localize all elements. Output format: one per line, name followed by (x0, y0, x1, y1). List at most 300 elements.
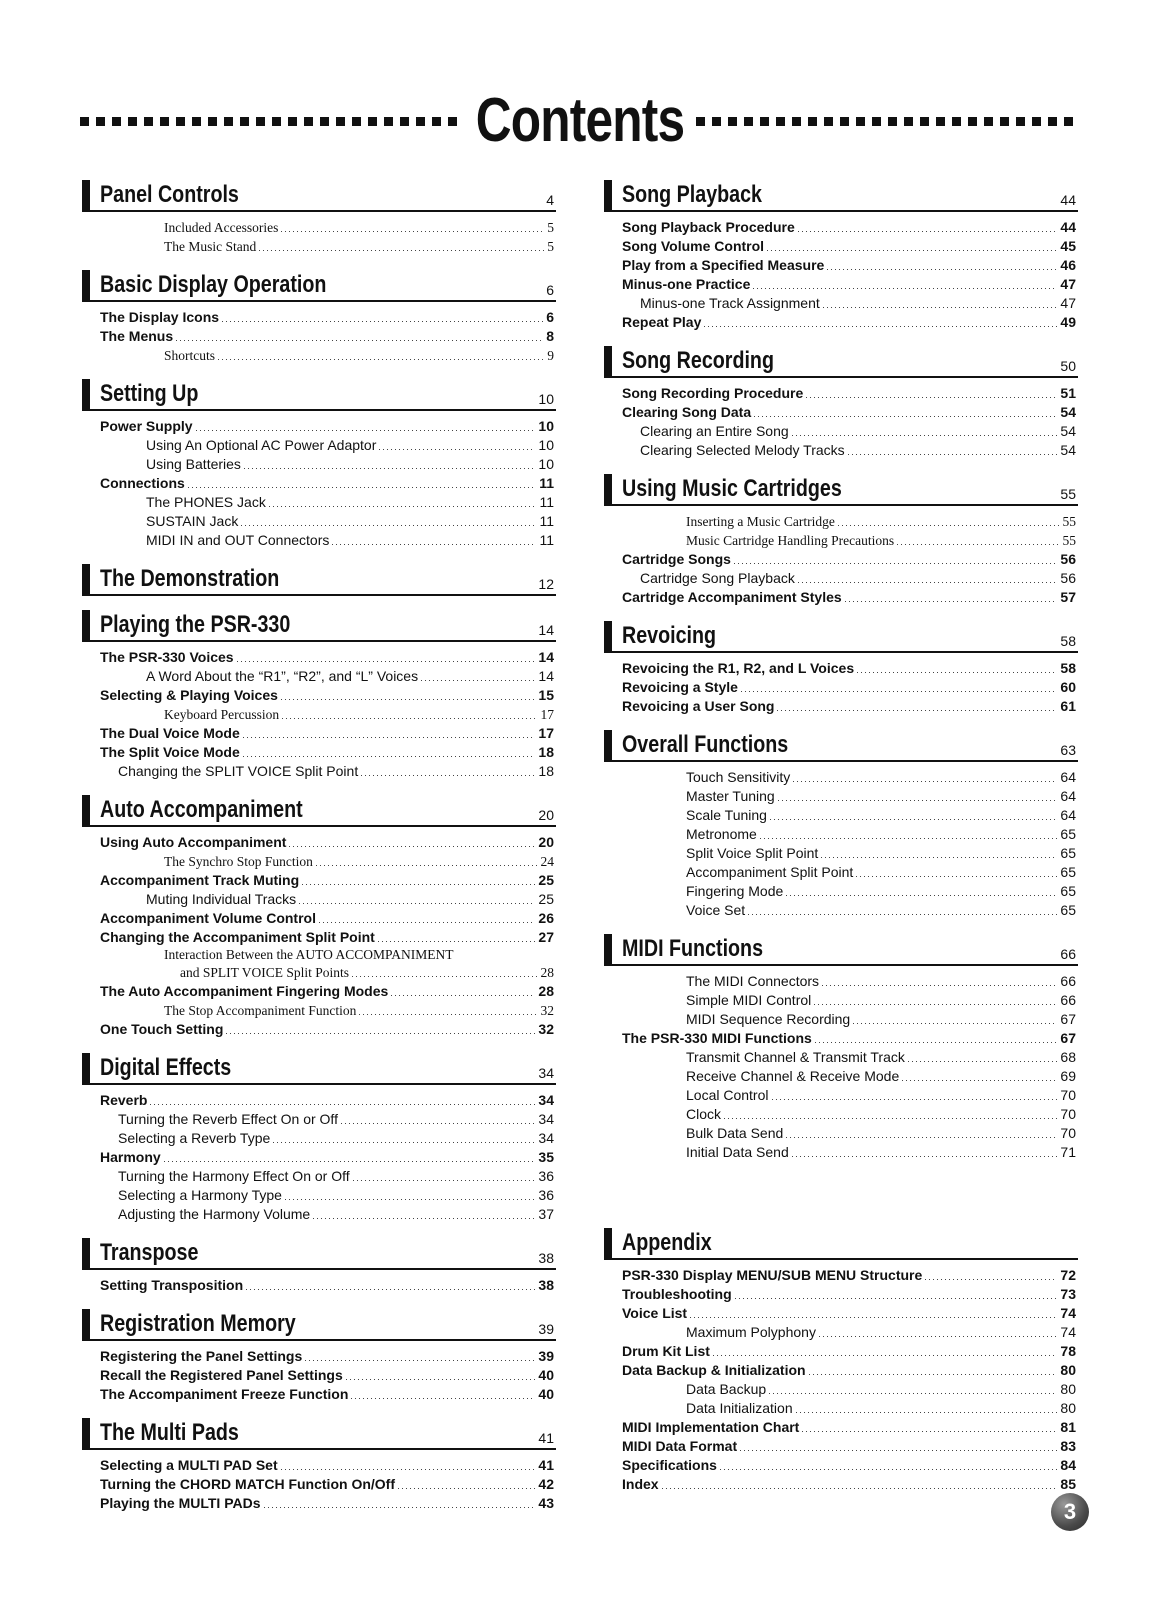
dot-leader (802, 1420, 1057, 1432)
toc-entry[interactable] (604, 550, 1078, 569)
dot-leader (735, 1287, 1058, 1299)
entry-title: SUSTAIN Jack (146, 513, 239, 529)
section-marker-bar (82, 795, 90, 825)
toc-entry[interactable] (604, 697, 1078, 716)
section-page-number: 38 (538, 1250, 554, 1266)
section-header (604, 619, 1078, 653)
section-header (82, 1236, 556, 1270)
toc-entry[interactable] (82, 474, 556, 493)
entry-title: Minus-one Track Assignment (640, 295, 820, 311)
toc-entry[interactable] (82, 852, 556, 871)
entry-page-number: 11 (539, 532, 554, 548)
toc-entry[interactable] (82, 667, 556, 686)
entry-title: The Split Voice Mode (100, 744, 240, 760)
section-title[interactable]: The Multi Pads (100, 1419, 239, 1446)
dot-leader (361, 764, 535, 776)
toc-entry[interactable] (604, 1029, 1078, 1048)
toc-entry[interactable] (82, 1366, 556, 1385)
entry-title: Touch Sensitivity (686, 769, 791, 785)
dot-leader (856, 865, 1057, 877)
entry-title: Fingering Mode (686, 883, 784, 899)
dot-leader (282, 707, 537, 719)
entry-title: Registering the Panel Settings (100, 1348, 303, 1364)
entry-page-number: 47 (1060, 276, 1076, 292)
dot-leader (798, 220, 1058, 232)
dot-leader (793, 770, 1057, 782)
toc-entry[interactable] (604, 1361, 1078, 1380)
section-marker-bar (82, 1418, 90, 1448)
toc-section (82, 793, 556, 1039)
dot-leader (313, 1207, 535, 1219)
toc-entry[interactable] (604, 403, 1078, 422)
dot-leader (853, 1012, 1057, 1024)
entry-title: Accompaniment Volume Control (100, 910, 316, 926)
section-page-number: 41 (538, 1430, 554, 1446)
section-header (82, 178, 556, 212)
toc-entry[interactable] (82, 1020, 556, 1039)
entry-title: Interaction Between the AUTO ACCOMPANIMENT (164, 947, 454, 962)
toc-section (604, 1226, 1078, 1494)
toc-entry[interactable] (604, 825, 1078, 844)
section-title[interactable]: The Demonstration (100, 565, 280, 592)
section-title[interactable]: Transpose (100, 1239, 199, 1266)
entry-title: Selecting a Reverb Type (118, 1130, 271, 1146)
toc-entry[interactable] (82, 1385, 556, 1404)
entry-page-number: 66 (1060, 973, 1076, 989)
dot-leader (281, 688, 536, 700)
entry-title: Inserting a Music Cartridge (686, 514, 835, 529)
toc-entry[interactable] (82, 963, 556, 982)
toc-entry[interactable] (82, 1276, 556, 1295)
entry-page-number: 25 (538, 872, 554, 888)
dot-leader (243, 745, 536, 757)
toc-entry[interactable] (82, 648, 556, 667)
dot-leader (332, 533, 536, 545)
toc-entry[interactable] (82, 346, 556, 365)
toc-entry[interactable] (604, 1124, 1078, 1143)
section-marker-bar (604, 730, 612, 760)
section-page-number: 58 (1060, 633, 1076, 649)
section-title[interactable]: Registration Memory (100, 1310, 296, 1337)
entry-title: MIDI Implementation Chart (622, 1419, 800, 1435)
entry-page-number: 54 (1060, 423, 1076, 439)
toc-entry[interactable] (604, 901, 1078, 920)
toc-entry[interactable] (82, 455, 556, 474)
section-header (604, 728, 1078, 762)
entry-title: and SPLIT VOICE Split Points (180, 965, 350, 980)
entry-page-number: 78 (1060, 1343, 1076, 1359)
toc-entry[interactable] (82, 1186, 556, 1205)
entry-title: The Dual Voice Mode (100, 725, 240, 741)
entry-page-number: 5 (547, 239, 554, 254)
section-marker-bar (82, 610, 90, 640)
dot-leader (724, 1107, 1057, 1119)
toc-entry[interactable] (604, 1380, 1078, 1399)
toc-entry[interactable] (82, 1456, 556, 1475)
entry-page-number: 38 (538, 1277, 554, 1293)
toc-entry[interactable] (82, 686, 556, 705)
toc-entry[interactable] (604, 1285, 1078, 1304)
section-marker-bar (604, 474, 612, 504)
toc-entry[interactable] (604, 294, 1078, 313)
toc-entry[interactable] (82, 218, 556, 237)
dot-leader (391, 984, 535, 996)
toc-entry[interactable] (604, 1323, 1078, 1342)
dot-leader (305, 1349, 535, 1361)
entry-page-number: 49 (1060, 314, 1076, 330)
entry-page-number: 11 (539, 494, 554, 510)
section-header (82, 268, 556, 302)
toc-entry[interactable] (82, 1475, 556, 1494)
toc-entry[interactable] (82, 531, 556, 550)
toc-entry[interactable] (82, 1494, 556, 1513)
entry-page-number: 67 (1060, 1011, 1076, 1027)
toc-entry[interactable] (82, 493, 556, 512)
toc-section (82, 562, 556, 596)
toc-entry[interactable] (604, 531, 1078, 550)
toc-entry[interactable] (82, 1347, 556, 1366)
toc-entry[interactable] (604, 422, 1078, 441)
toc-entry[interactable] (82, 237, 556, 256)
toc-entry[interactable] (82, 1148, 556, 1167)
entry-title: Drum Kit List (622, 1343, 710, 1359)
dot-leader (226, 1022, 535, 1034)
entry-page-number: 40 (538, 1367, 554, 1383)
section-header (604, 1226, 1078, 1260)
dot-leader (289, 835, 535, 847)
entry-title: Voice List (622, 1305, 688, 1321)
entry-page-number: 35 (538, 1149, 554, 1165)
dot-leader (814, 993, 1057, 1005)
dot-leader (237, 650, 536, 662)
entry-title: Song Playback Procedure (622, 219, 795, 235)
section-header (604, 932, 1078, 966)
dot-leader (823, 296, 1058, 308)
section-title[interactable]: Using Music Cartridges (622, 475, 842, 502)
entry-title: The Accompaniment Freeze Function (100, 1386, 349, 1402)
toc-entry[interactable] (82, 909, 556, 928)
entry-title: Transmit Channel & Transmit Track (686, 1049, 905, 1065)
section-marker-bar (604, 1228, 612, 1258)
entry-title: Changing the Accompaniment Split Point (100, 929, 375, 945)
entry-title: Clock (686, 1106, 722, 1122)
dot-leader (704, 315, 1057, 327)
dot-leader (353, 1169, 536, 1181)
entry-page-number: 46 (1060, 257, 1076, 273)
entry-page-number: 42 (538, 1476, 554, 1492)
toc-entry[interactable] (82, 1110, 556, 1129)
toc-entry[interactable] (82, 833, 556, 852)
dot-leader (740, 1439, 1057, 1451)
toc-section (604, 472, 1078, 607)
dot-leader (809, 1363, 1058, 1375)
toc-entry[interactable] (604, 1067, 1078, 1086)
dot-leader (786, 884, 1057, 896)
toc-entry[interactable] (604, 863, 1078, 882)
section-title[interactable]: MIDI Functions (622, 935, 764, 962)
dot-leader (720, 1458, 1058, 1470)
dot-leader (778, 789, 1058, 801)
toc-entry[interactable] (604, 1475, 1078, 1494)
entry-title: Muting Individual Tracks (146, 891, 297, 907)
section-title[interactable]: Panel Controls (100, 181, 239, 208)
entry-page-number: 56 (1060, 551, 1076, 567)
entry-title: Music Cartridge Handling Precautions (686, 533, 895, 548)
entry-title: The PSR-330 MIDI Functions (622, 1030, 812, 1046)
entry-title: Scale Tuning (686, 807, 767, 823)
section-header (82, 608, 556, 642)
dot-leader (827, 258, 1057, 270)
toc-entry[interactable] (82, 724, 556, 743)
entry-title: Shortcuts (164, 348, 216, 363)
entry-page-number: 54 (1060, 404, 1076, 420)
toc-entry[interactable] (604, 787, 1078, 806)
toc-entry[interactable] (604, 1342, 1078, 1361)
dot-leader (222, 310, 543, 322)
entry-title: MIDI Sequence Recording (686, 1011, 851, 1027)
entry-title: The Menus (100, 328, 174, 344)
toc-entry[interactable] (82, 327, 556, 346)
dot-leader (806, 386, 1057, 398)
toc-entry[interactable] (604, 844, 1078, 863)
toc-section (82, 1307, 556, 1404)
section-title[interactable]: Auto Accompaniment (100, 796, 303, 823)
entry-page-number: 58 (1060, 660, 1076, 676)
toc-entry[interactable] (604, 1399, 1078, 1418)
toc-entry[interactable] (604, 588, 1078, 607)
toc-entry[interactable] (604, 313, 1078, 332)
entry-page-number: 27 (538, 929, 554, 945)
toc-entry[interactable] (82, 1001, 556, 1020)
entry-page-number: 9 (547, 348, 554, 363)
section-marker-bar (82, 564, 90, 594)
entry-page-number: 47 (1060, 295, 1076, 311)
toc-entry[interactable] (604, 1418, 1078, 1437)
entry-page-number: 71 (1060, 1144, 1076, 1160)
dot-leader (857, 661, 1057, 673)
entry-title: Metronome (686, 826, 757, 842)
dot-leader (753, 277, 1057, 289)
entry-page-number: 15 (538, 687, 554, 703)
entry-title: Receive Channel & Receive Mode (686, 1068, 900, 1084)
entry-title: Cartridge Songs (622, 551, 731, 567)
dotted-rule-right (696, 117, 1080, 126)
dot-leader (264, 1496, 536, 1508)
dot-leader (772, 1088, 1058, 1100)
toc-entry[interactable] (82, 436, 556, 455)
toc-entry[interactable] (604, 569, 1078, 588)
toc-entry[interactable] (604, 1143, 1078, 1162)
entry-page-number: 80 (1060, 1362, 1076, 1378)
section-header (82, 377, 556, 411)
page-title: Contents (475, 86, 685, 155)
entry-page-number: 44 (1060, 219, 1076, 235)
section-title[interactable]: Playing the PSR-330 (100, 611, 291, 638)
toc-entry[interactable] (604, 806, 1078, 825)
dot-leader (302, 873, 535, 885)
section-marker-bar (82, 379, 90, 409)
entry-title: Using Batteries (146, 456, 241, 472)
toc-entry[interactable] (604, 678, 1078, 697)
dot-leader (188, 476, 536, 488)
dot-leader (662, 1477, 1058, 1489)
entry-title: Specifications (622, 1457, 717, 1473)
toc-entry[interactable] (82, 1091, 556, 1110)
dot-leader (822, 974, 1057, 986)
entry-title: Master Tuning (686, 788, 775, 804)
entry-page-number: 18 (538, 763, 554, 779)
toc-entry[interactable] (604, 991, 1078, 1010)
toc-entry[interactable] (604, 1010, 1078, 1029)
toc-section (82, 1051, 556, 1224)
entry-title: PSR-330 Display MENU/SUB MENU Structure (622, 1267, 923, 1283)
dot-leader (164, 1150, 536, 1162)
toc-entry[interactable] (82, 890, 556, 909)
section-page-number: 55 (1060, 486, 1076, 502)
section-marker-bar (604, 934, 612, 964)
entry-page-number: 36 (538, 1187, 554, 1203)
toc-entry[interactable] (604, 218, 1078, 237)
entry-title: The PHONES Jack (146, 494, 266, 510)
entry-title: Revoicing a User Song (622, 698, 775, 714)
entry-title: Voice Set (686, 902, 746, 918)
toc-entry[interactable] (82, 928, 556, 947)
section-title[interactable]: Basic Display Operation (100, 271, 327, 298)
entry-title: MIDI Data Format (622, 1438, 738, 1454)
dot-leader (316, 854, 538, 866)
toc-entry[interactable] (604, 237, 1078, 256)
toc-entry[interactable] (604, 441, 1078, 460)
entry-title: Turning the Harmony Effect On or Off (118, 1168, 350, 1184)
section-title[interactable]: Setting Up (100, 380, 199, 407)
entry-page-number: 70 (1060, 1125, 1076, 1141)
section-title[interactable]: Song Playback (622, 181, 763, 208)
dot-leader (273, 1131, 535, 1143)
section-page-number: 14 (538, 622, 554, 638)
toc-entry[interactable] (604, 384, 1078, 403)
toc-entry[interactable] (82, 512, 556, 531)
toc-entry[interactable] (604, 1456, 1078, 1475)
toc-entry[interactable] (604, 256, 1078, 275)
toc-entry[interactable] (604, 659, 1078, 678)
entry-title: Split Voice Split Point (686, 845, 819, 861)
toc-entry[interactable] (82, 871, 556, 890)
toc-entry[interactable] (82, 1167, 556, 1186)
entry-page-number: 81 (1060, 1419, 1076, 1435)
toc-section (604, 344, 1078, 460)
entry-page-number: 70 (1060, 1106, 1076, 1122)
section-marker-bar (82, 270, 90, 300)
dot-leader (421, 669, 535, 681)
entry-title: The Synchro Stop Function (164, 854, 313, 869)
entry-page-number: 65 (1060, 864, 1076, 880)
toc-entry[interactable] (82, 417, 556, 436)
section-title[interactable]: Digital Effects (100, 1054, 232, 1081)
dot-leader (770, 808, 1057, 820)
entry-page-number: 11 (539, 513, 554, 529)
section-title[interactable]: Revoicing (622, 622, 717, 649)
toc-entry[interactable] (604, 1437, 1078, 1456)
toc-entry[interactable] (604, 1086, 1078, 1105)
entry-page-number: 60 (1060, 679, 1076, 695)
toc-entry[interactable] (604, 768, 1078, 787)
entry-page-number: 5 (547, 220, 554, 235)
toc-entry[interactable] (604, 882, 1078, 901)
toc-entry[interactable] (82, 705, 556, 724)
dot-leader (925, 1268, 1057, 1280)
section-header (82, 1051, 556, 1085)
entry-title: Index (622, 1476, 659, 1492)
toc-entry[interactable] (604, 972, 1078, 991)
entry-page-number: 26 (538, 910, 554, 926)
entry-title: Troubleshooting (622, 1286, 732, 1302)
toc-entry[interactable] (604, 1048, 1078, 1067)
section-page-number: 63 (1060, 742, 1076, 758)
entry-page-number: 20 (538, 834, 554, 850)
dot-leader (299, 892, 535, 904)
page-number-badge: 3 (1051, 1493, 1089, 1531)
toc-entry[interactable] (604, 1304, 1078, 1323)
dot-leader (786, 1126, 1057, 1138)
entry-title: The Display Icons (100, 309, 220, 325)
toc-entry[interactable] (82, 1129, 556, 1148)
toc-entry[interactable] (82, 308, 556, 327)
section-title[interactable]: Appendix (622, 1229, 712, 1256)
entry-page-number: 36 (538, 1168, 554, 1184)
entry-title: Using An Optional AC Power Adaptor (146, 437, 377, 453)
toc-entry[interactable] (604, 275, 1078, 294)
toc-entry[interactable] (82, 762, 556, 781)
toc-section (604, 728, 1078, 920)
entry-page-number: 73 (1060, 1286, 1076, 1302)
entry-title: The MIDI Connectors (686, 973, 820, 989)
entry-page-number: 64 (1060, 807, 1076, 823)
dot-leader (777, 699, 1057, 711)
entry-page-number: 51 (1060, 385, 1076, 401)
entry-page-number: 64 (1060, 769, 1076, 785)
toc-entry[interactable] (82, 982, 556, 1001)
entry-page-number: 70 (1060, 1087, 1076, 1103)
entry-title: Data Backup & Initialization (622, 1362, 806, 1378)
toc-section (604, 619, 1078, 716)
section-title[interactable]: Song Recording (622, 347, 774, 374)
dot-leader (351, 1387, 535, 1399)
dot-leader (341, 1112, 535, 1124)
toc-entry[interactable] (82, 1205, 556, 1224)
toc-entry[interactable] (604, 1105, 1078, 1124)
section-header (82, 562, 556, 596)
toc-entry[interactable] (82, 947, 556, 963)
entry-page-number: 18 (538, 744, 554, 760)
toc-entry[interactable] (604, 512, 1078, 531)
dot-leader (319, 911, 535, 923)
entry-page-number: 80 (1060, 1381, 1076, 1397)
section-title[interactable]: Overall Functions (622, 731, 789, 758)
dot-leader (908, 1050, 1058, 1062)
entry-page-number: 65 (1060, 826, 1076, 842)
toc-column-right (604, 178, 1078, 1506)
entry-title: The Music Stand (164, 239, 257, 254)
entry-title: Setting Transposition (100, 1277, 244, 1293)
entry-title: Cartridge Accompaniment Styles (622, 589, 842, 605)
entry-title: Using Auto Accompaniment (100, 834, 287, 850)
dot-leader (821, 846, 1057, 858)
toc-entry[interactable] (604, 1266, 1078, 1285)
entry-title: Recall the Registered Panel Settings (100, 1367, 343, 1383)
toc-entry[interactable] (82, 743, 556, 762)
entry-page-number: 55 (1062, 514, 1076, 529)
entry-page-number: 64 (1060, 788, 1076, 804)
